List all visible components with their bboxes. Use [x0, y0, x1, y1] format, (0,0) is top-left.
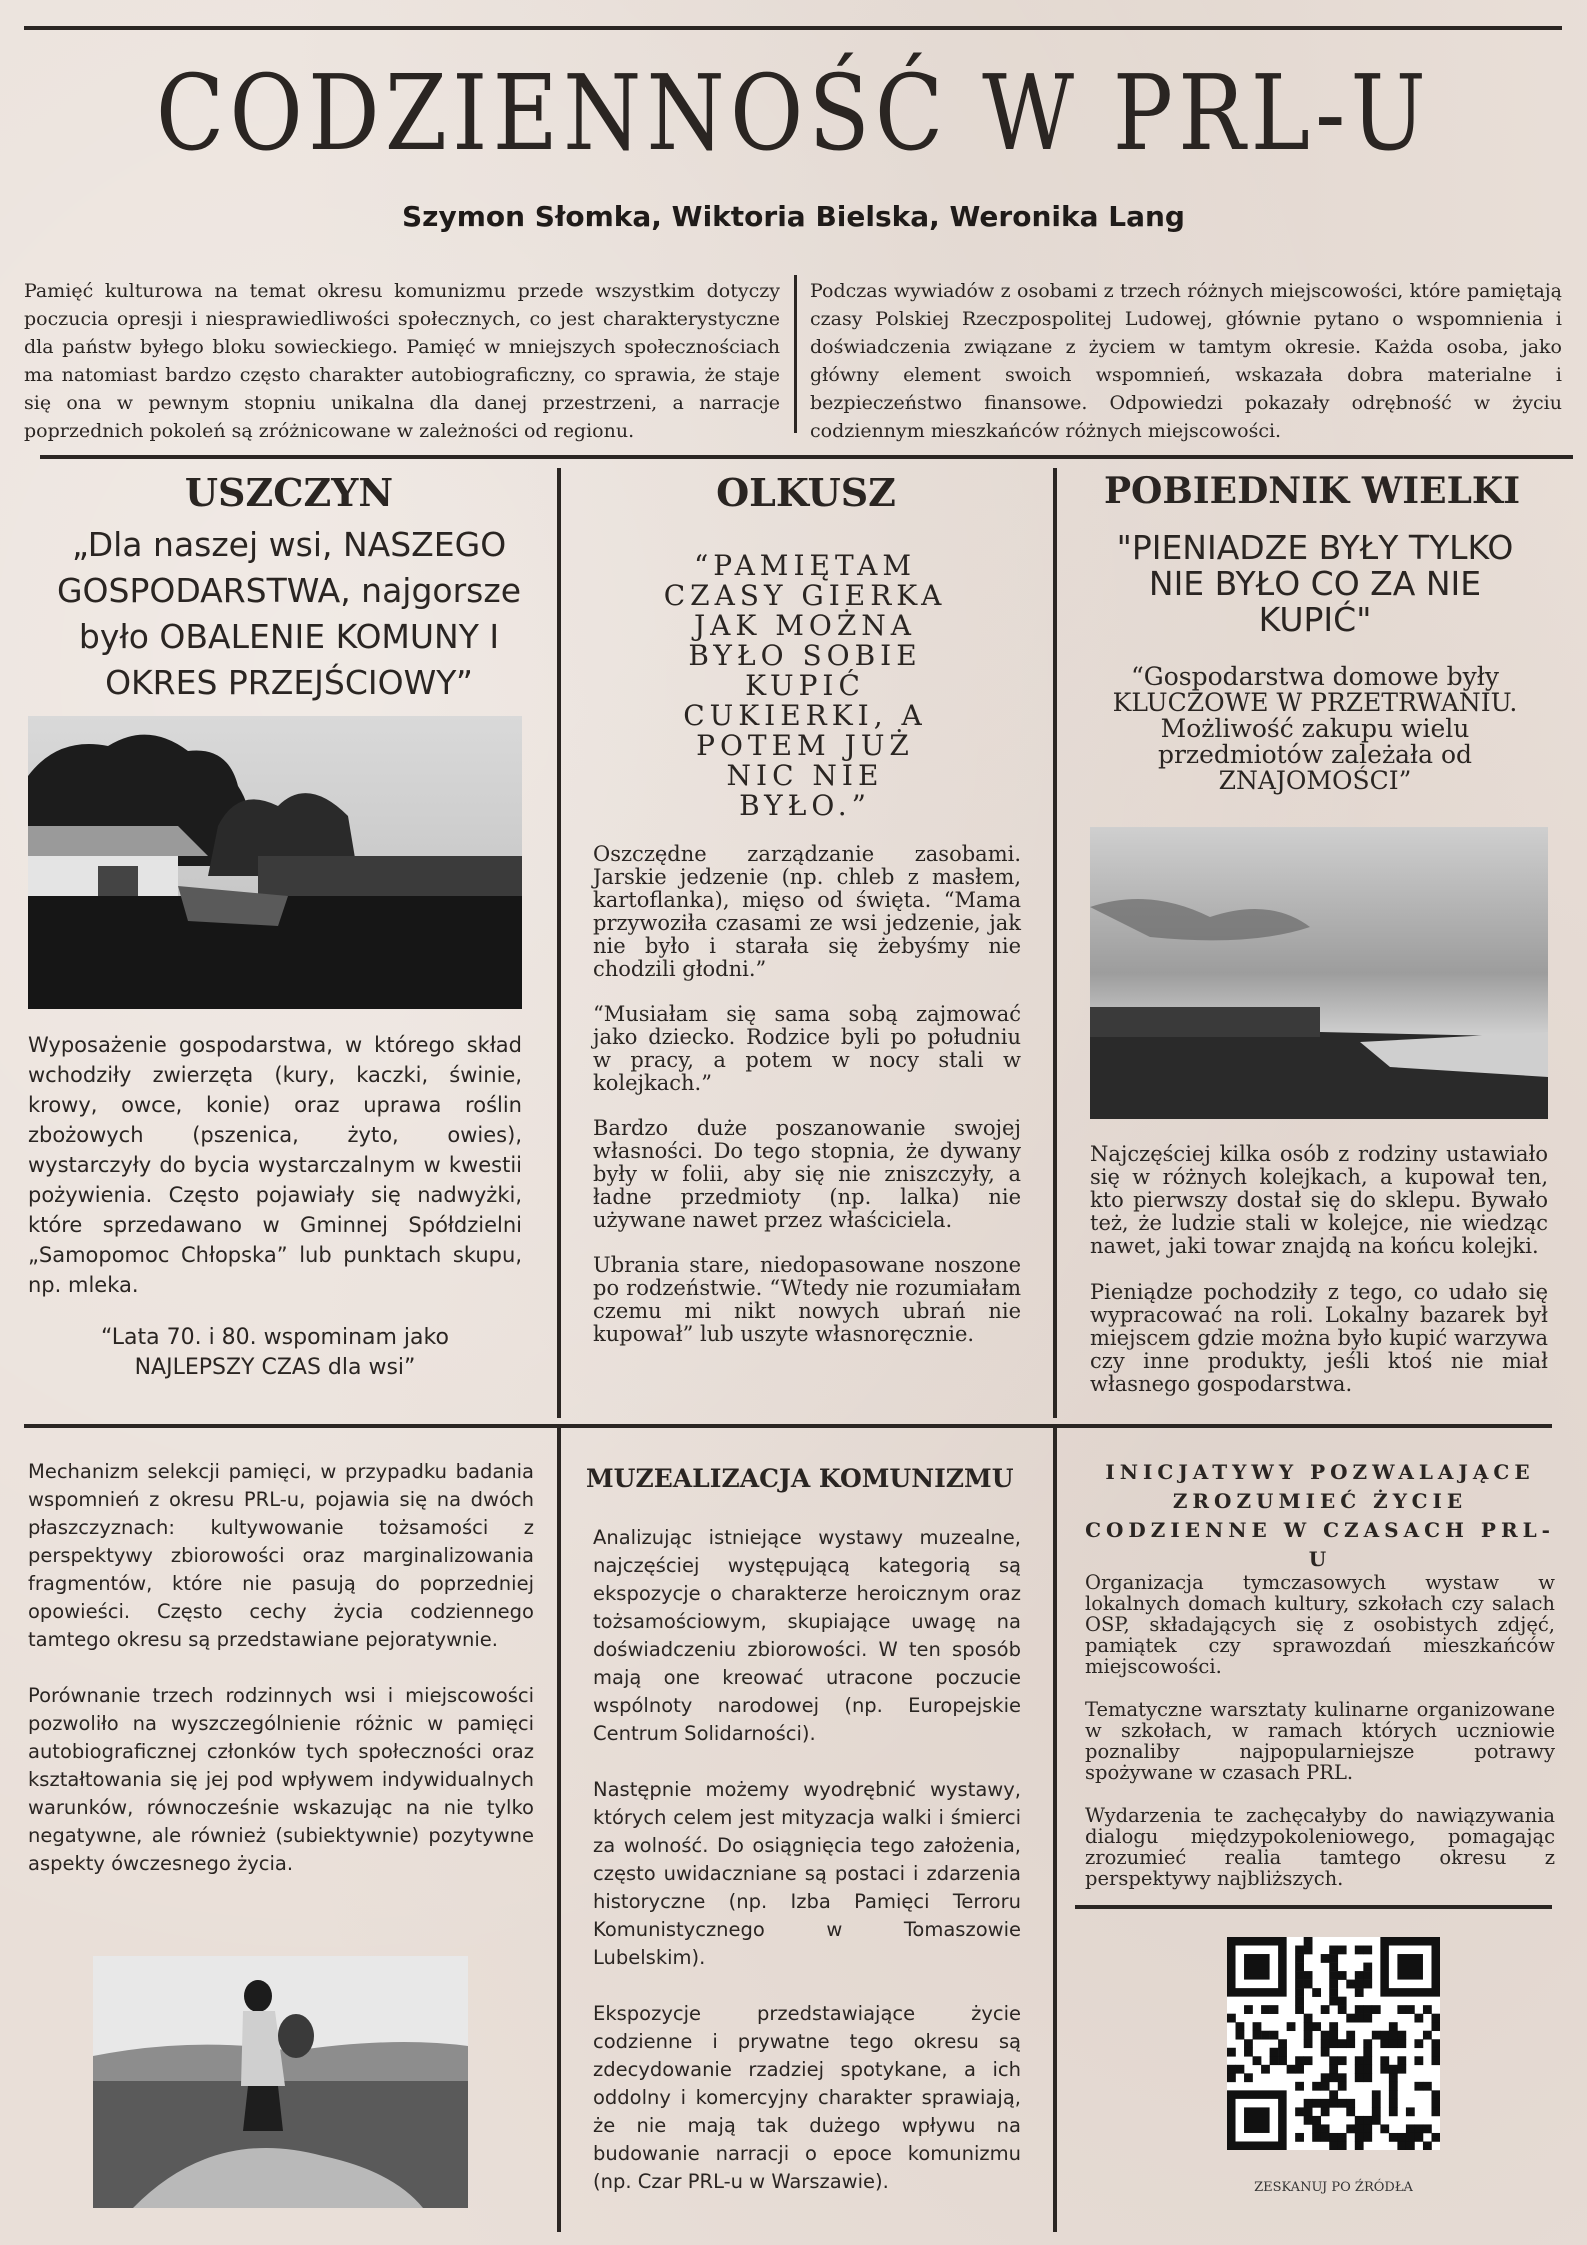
lower-divider-1 — [557, 1424, 561, 2232]
uszczyn-quote: „Dla naszej wsi, NASZEGO GOSPODARSTWA, najgorsze było OBALENIE KOMUNY I OKRES PRZEJŚCIOWY” — [56, 525, 521, 702]
qr-caption: ZESKANUJ PO ŹRÓDŁA — [1254, 2180, 1413, 2195]
lower-divider-2 — [1053, 1424, 1057, 2232]
section-heading-olkusz: OLKUSZ — [716, 470, 896, 515]
uszczyn-closing-quote: “Lata 70. i 80. wspominam jako NAJLEPSZY CZAS dla wsi” — [101, 1325, 449, 1380]
pobiednik-quote-2: “Gospodarstwa domowe były KLUCZOWE W PRZETRWANIU. Możliwość zakupu wielu przedmiotów zależała od ZNAJOMOŚCI” — [1112, 662, 1518, 795]
muzealizacja-paragraph: Ekspozycje przedstawiające życie codzienne i prywatne tego okresu są zdecydowanie rzadziej spotykane, a ich oddolny i komercyjny charakter sprawiają, że nie mają tak dużego wpływu na budowanie narracji o epoce komunizmu (np. Czar PRL-u w Warszawie). — [593, 2002, 1021, 2193]
potato-harvest-photo-image — [93, 1956, 468, 2208]
olkusz-paragraph: “Musiałam się sama sobą zajmować jako dziecko. Rodzice byli po południu w pracy, a potem w nocy stali w kolejkach.” — [593, 1002, 1021, 1095]
inicjatywy-paragraph: Organizacja tymczasowych wystaw w lokalnych domach kultury, szkołach czy salach OSP, składających się z osobistych zdjęć, pamiątek czy sprawozdań mieszkańców miejscowości. — [1085, 1571, 1555, 1678]
olkusz-paragraph: Bardzo duże poszanowanie swojej własności. Do tego stopnia, że dywany były w folii, aby się nie zniszczyły, a ładne przedmioty (np. lalka) nie używane nawet przez właściciela. — [593, 1116, 1021, 1232]
muzealizacja-paragraph: Następnie możemy wyodrębnić wystawy, których celem jest mityzacja walki i śmierci za wolność. Do osiągnięcia tego założenia, często uwidaczniane są postaci i zdarzenia historyczne (np. Izba Pamięci Terroru Komunistycznego w Tomaszowie Lubelskim). — [593, 1778, 1021, 1969]
inicjatywy-paragraph: Wydarzenia te zachęcałyby do nawiązywania dialogu międzypokoleniowego, pomagając zrozumieć realia tamtego okresu z perspektywy najbliższych. — [1085, 1804, 1555, 1890]
pobiednik-body: Najczęściej kilka osób z rodziny ustawiało się w różnych kolejkach, a kupował ten, kto pierwszy dostał się do sklepu. Bywało też, że ludzie stali w kolejce, nie wiedząc nawet, jaki towar znajdą na końcu kolejki. — [1090, 1142, 1548, 1258]
page-title: CODZIENNOŚĆ W PRL-U — [155, 52, 1432, 174]
pobiednik-photo — [1090, 827, 1548, 1119]
bottom-left-text — [28, 1458, 534, 1906]
muzealizacja-text — [593, 1524, 1021, 2224]
qr-rule — [1075, 1905, 1552, 1909]
intro-left: Pamięć kulturowa na temat okresu komunizmu przede wszystkim dotyczy poczucia opresji i niesprawiedliwości społecznych, co jest charakterystyczne dla państw byłego bloku sowieckiego. Pamięć w mniejszych społecznościach ma natomiast bardzo często charakter autobiograficzny, co sprawia, że staje się ona w pewnym stopniu unikalna dla danej przestrzeni, a narracje poprzednich pokoleń są zróżnicowane w zależności od regionu. — [24, 280, 780, 442]
column-divider-2 — [1053, 468, 1057, 1418]
column-divider-1 — [557, 468, 561, 1418]
field-sunset-photo-image — [1090, 827, 1548, 1119]
section-heading-pobiednik: POBIEDNIK WIELKI — [1103, 470, 1521, 512]
olkusz-paragraph: Oszczędne zarządzanie zasobami. Jarskie jedzenie (np. chleb z masłem, kartoflanka), mięso od święta. “Mama przywoziła czasami ze wsi jedzenie, jak nie było i starała się żebyśmy nie chodzili głodni.” — [593, 842, 1021, 981]
top-rule — [24, 26, 1562, 30]
inicjatywy-text — [1085, 1572, 1555, 1911]
muzealizacja-paragraph: Analizując istniejące wystawy muzealne, najczęściej występującą kategorią są ekspozycje o charakterze heroicznym oraz tożsamościowym, skupiające uwagę na doświadczeniu zbiorowości. W ten sposób mają one kreować utracone poczucie wspólnoty narodowej (np. Europejskie Centrum Solidarności). — [593, 1526, 1021, 1745]
olkusz-quote: “PAMIĘTAM CZASY GIERKA JAK MOŻNA BYŁO SOBIE KUPIĆ CUKIERKI, A POTEM JUŻ NIC NIE BYŁO.” — [663, 549, 947, 822]
qr-code-image — [1227, 1937, 1440, 2150]
intro-right: Podczas wywiadów z osobami z trzech różnych miejscowości, które pamiętają czasy Polskiej Rzeczpospolitej Ludowej, głównie pytano o wspomnienia i doświadczenia związane z życiem w tamtym okresie. Każda osoba, jako główny element swoich wspomnień, wskazała dobra materialne i bezpieczeństwo finansowe. Odpowiedzi pokazały odrębność w życiu codziennym mieszkańców różnych miejscowości. — [810, 280, 1562, 442]
bottom-left-paragraph: Porównanie trzech rodzinnych wsi i miejscowości pozwoliło na wyszczególnienie różnic w pamięci autobiograficznej członków tych społeczności oraz kształtowania się jej pod wpływem indywidualnych warunków, równocześnie wskazując na nie tylko negatywne, ale również (subiektywnie) pozytywne aspekty ówczesnego życia. — [28, 1684, 534, 1875]
authors: Szymon Słomka, Wiktoria Bielska, Weronika Lang — [402, 200, 1185, 233]
olkusz-body — [593, 843, 1021, 1368]
section-heading-uszczyn: USZCZYN — [184, 470, 394, 515]
uszczyn-photo — [28, 716, 522, 1009]
inicjatywy-paragraph: Tematyczne warsztaty kulinarne organizowane w szkołach, w ramach których uczniowie poznaliby najpopularniejsze potrawy spożywane w czasach PRL. — [1085, 1698, 1555, 1784]
section-heading-inicjatywy: INICJATYWY POZWALAJĄCE ZROZUMIEĆ ŻYCIE CODZIENNE W CZASACH PRL-U — [1085, 1460, 1555, 1571]
section-heading-muzealizacja: MUZEALIZACJA KOMUNIZMU — [586, 1464, 1014, 1493]
pobiednik-quote: "PIENIADZE BYŁY TYLKO NIE BYŁO CO ZA NIE KUPIĆ" — [1116, 528, 1514, 639]
olkusz-paragraph: Ubrania stare, niedopasowane noszone po rodzeństwie. “Wtedy nie rozumiałam czemu mi nikt nowych ubrań nie kupował” lub uszyte własnoręcznie. — [593, 1253, 1021, 1346]
intro-divider — [794, 275, 797, 433]
uszczyn-body: Wyposażenie gospodarstwa, w którego skład wchodziły zwierzęta (kury, kaczki, świnie, krowy, owce, konie) oraz uprawa roślin zbożowych (pszenica, żyto, owies), wystarczyły do bycia wystarczalnym w kwestii pożywienia. Często pojawiały się nadwyżki, które sprzedawano w Gminnej Spółdzielni „Samopomoc Chłopska” lub punktach skupu, np. mleka. — [28, 1033, 522, 1297]
bottom-left-paragraph: Mechanizm selekcji pamięci, w przypadku badania wspomnień z okresu PRL-u, pojawia się na dwóch płaszczyznach: kultywowanie tożsamości z perspektywy zbiorowości oraz marginalizowania fragmentów, które nie pasują do poprzedniej opowieści. Często cechy życia codziennego tamtego okresu są przedstawiane pejoratywnie. — [28, 1460, 534, 1651]
lower-rule — [24, 1424, 1552, 1428]
intro-rule — [40, 455, 1573, 459]
farmhouse-photo-image — [28, 716, 522, 1009]
pobiednik-body-2: Pieniądze pochodziły z tego, co udało się wypracować na roli. Lokalny bazarek był miejscem gdzie można było kupić warzywa czy inne produkty, jeśli ktoś nie miał własnego gospodarstwa. — [1090, 1280, 1548, 1396]
qr-code[interactable] — [1227, 1937, 1440, 2150]
harvest-photo — [93, 1956, 468, 2208]
